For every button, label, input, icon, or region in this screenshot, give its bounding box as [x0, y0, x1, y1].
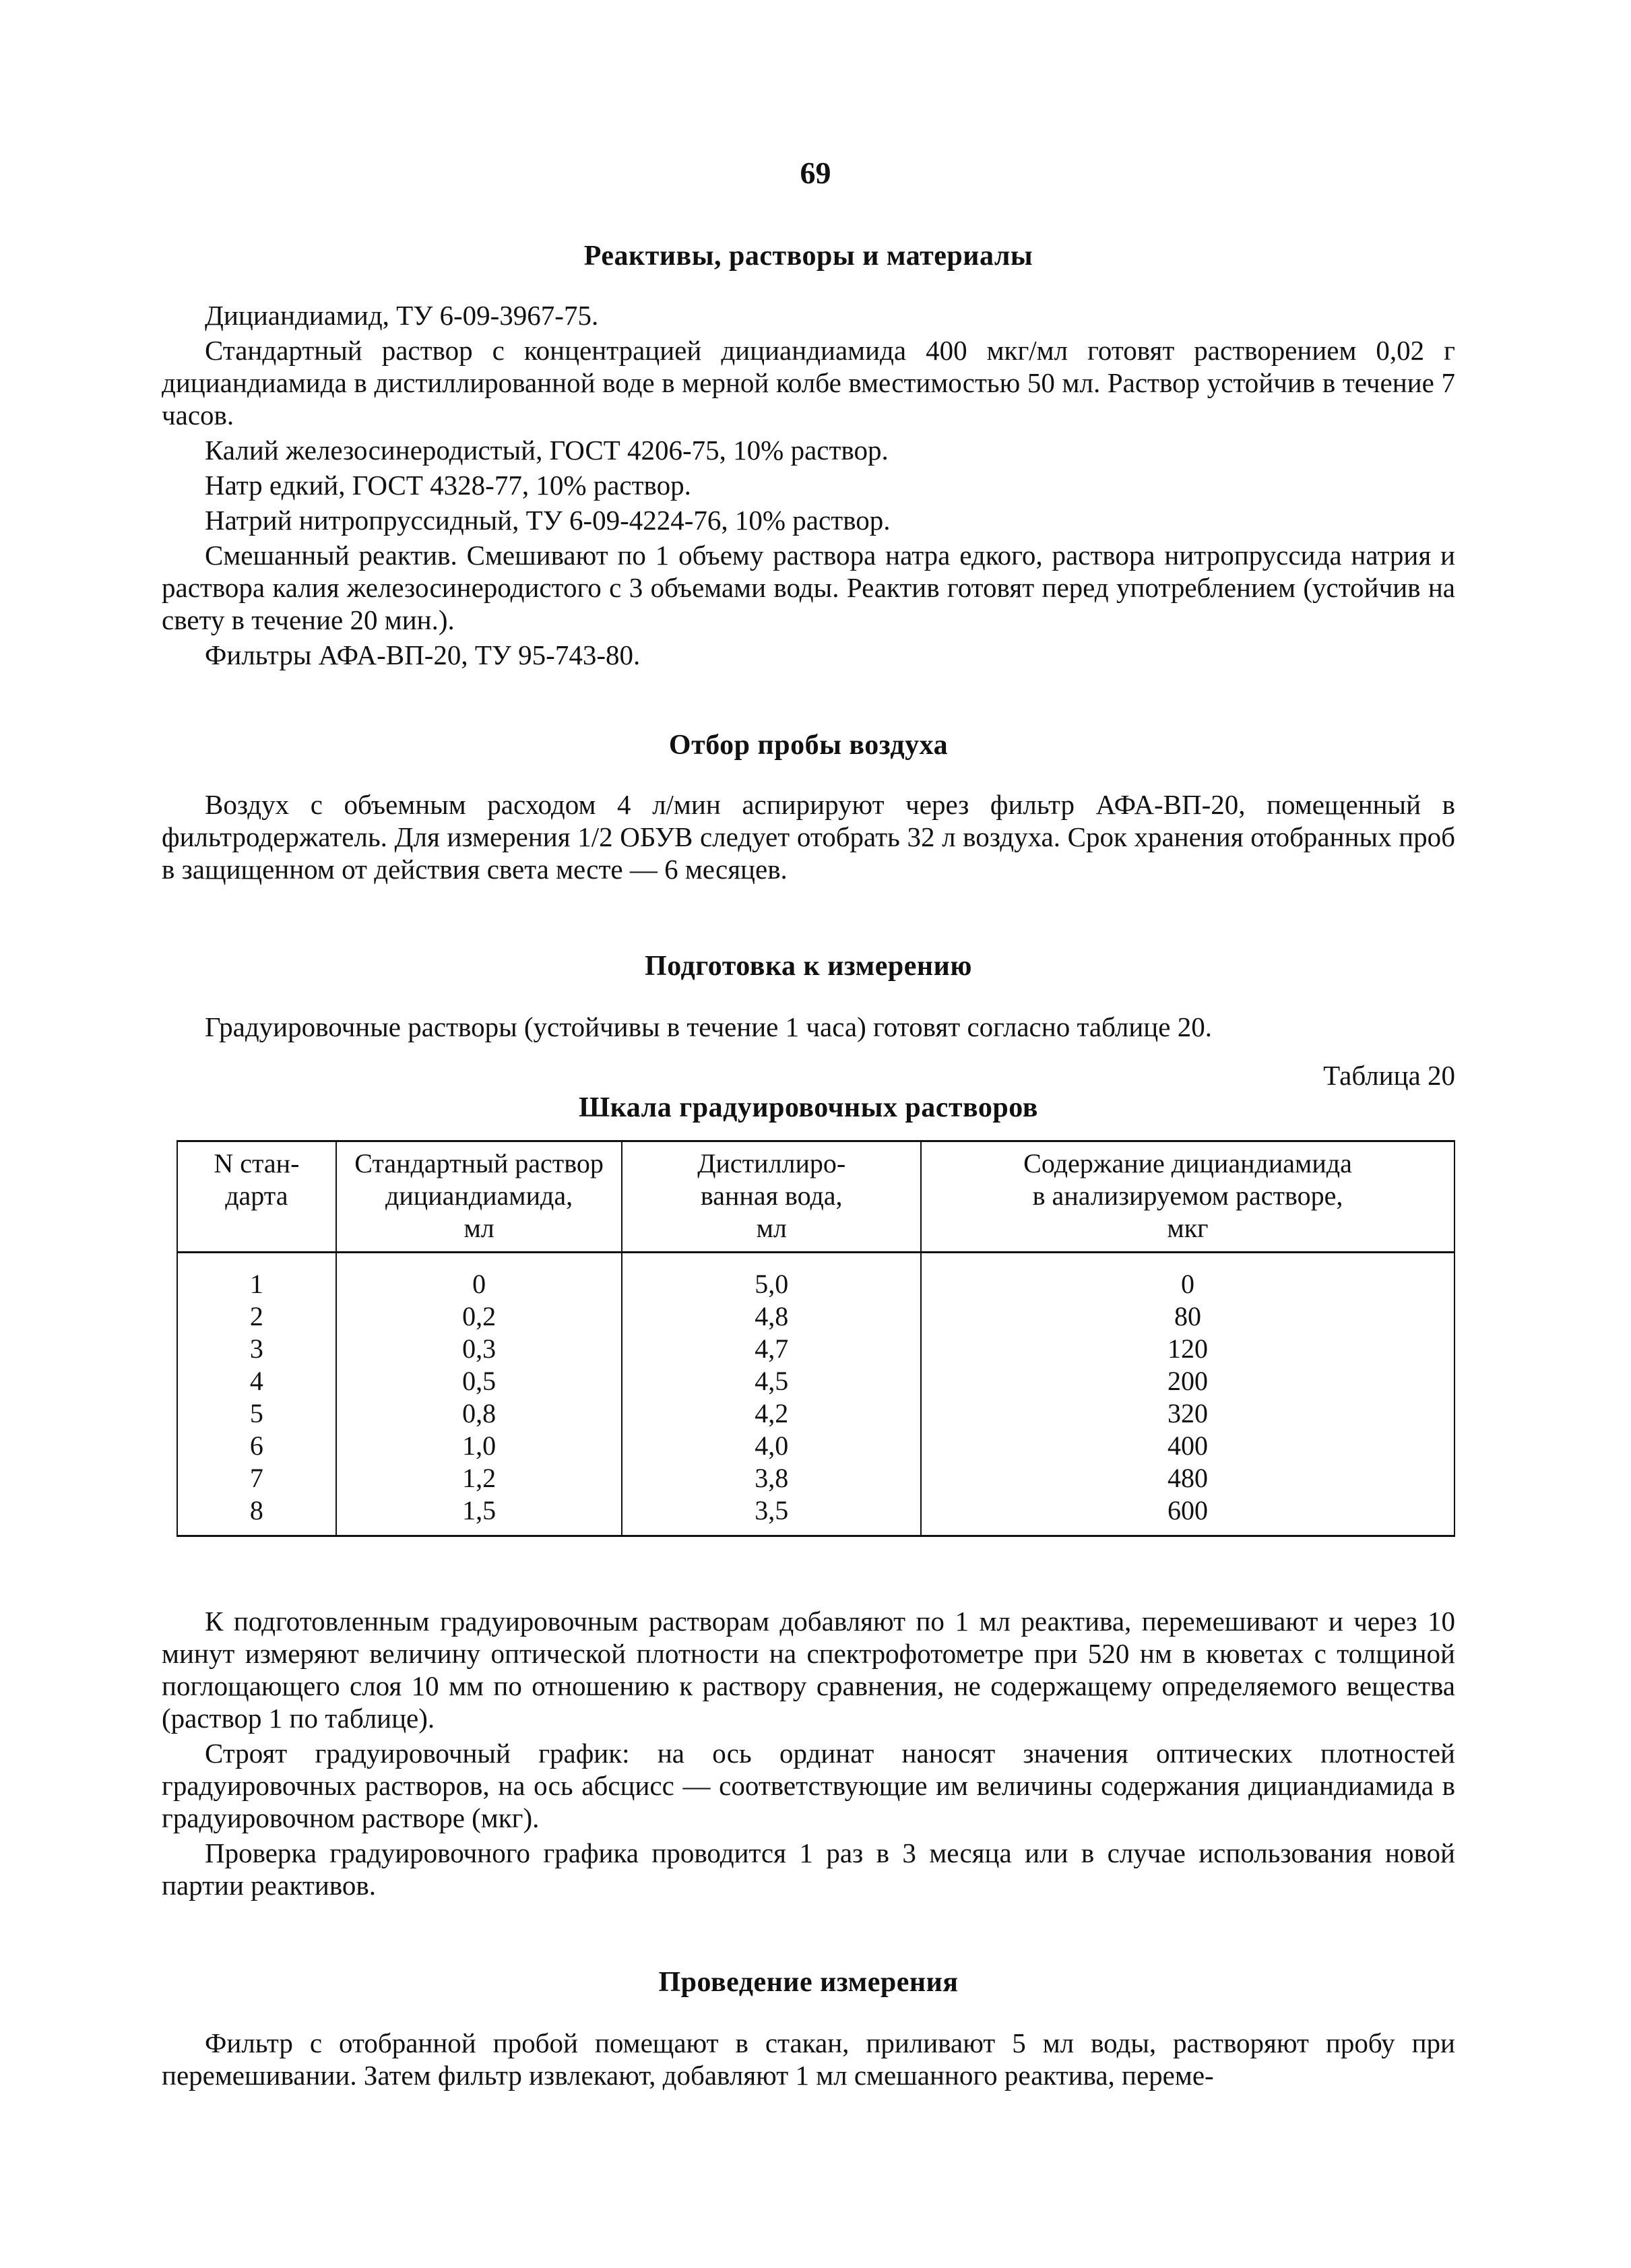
reagents-block	[162, 299, 1455, 674]
table-row	[177, 1300, 1454, 1333]
table-cell: 400	[921, 1430, 1454, 1462]
table-cell: 0,3	[336, 1333, 622, 1365]
reagent-paragraph: Натрий нитропруссидный, ТУ 6-09-4224-76, 10% раствор.	[205, 505, 891, 536]
reagent-paragraph: Фильтры АФА-ВП-20, ТУ 95-743-80.	[205, 639, 641, 670]
table-cell: 200	[921, 1365, 1454, 1397]
measurement-paragraph: Фильтр с отобранной пробой помещают в стакан, приливают 5 мл воды, растворяют пробу при перемешивании. Затем фильтр извлекают, добавляют 1 мл смешанного реактива, переме-	[162, 2027, 1455, 2091]
col-header-distilled-water: Дистиллиро- ванная вода, мл	[622, 1141, 921, 1253]
table-cell: 1,2	[336, 1462, 622, 1494]
preparation-paragraph: Градуировочные растворы (устойчивы в течение 1 часа) готовят согласно таблице 20.	[205, 1011, 1212, 1042]
preparation-intro	[162, 1011, 1455, 1046]
reagent-paragraph: Дициандиамид, ТУ 6-09-3967-75.	[205, 300, 599, 331]
col-header-standard-number: N стан- дарта	[177, 1141, 336, 1253]
reagent-paragraph: Смешанный реактив. Смешивают по 1 объему раствора натра едкого, раствора нитропруссида натрия и раствора калия железосинеродистого с 3 объемами воды. Реактив готовят перед употреблением (устойчив на свету в течение 20 мин.).	[162, 540, 1455, 635]
sampling-block	[162, 788, 1455, 888]
table-cell: 3	[177, 1333, 336, 1365]
page-number: 69	[800, 156, 831, 190]
table-row	[177, 1365, 1454, 1397]
table-row	[177, 1430, 1454, 1462]
table-cell: 5	[177, 1397, 336, 1430]
after-table-block	[162, 1605, 1455, 1904]
table-cell: 120	[921, 1333, 1454, 1365]
sampling-paragraph: Воздух с объемным расходом 4 л/мин аспирируют через фильтр АФА-ВП-20, помещенный в фильтродержатель. Для измерения 1/2 ОБУВ следует отобрать 32 л воздуха. Срок хранения отобранных проб в защищенном от действия света месте — 6 месяцев.	[162, 789, 1455, 885]
table-cell: 3,5	[622, 1494, 921, 1536]
table-cell: 80	[921, 1300, 1454, 1333]
table-cell: 8	[177, 1494, 336, 1536]
table-cell: 0,5	[336, 1365, 622, 1397]
measurement-block	[162, 2027, 1455, 2094]
table-cell: 2	[177, 1300, 336, 1333]
table-row	[177, 1333, 1454, 1365]
table-cell: 0,2	[336, 1300, 622, 1333]
table-cell: 4,7	[622, 1333, 921, 1365]
table-cell: 7	[177, 1462, 336, 1494]
heading-measurement: Проведение измерения	[658, 1967, 959, 1998]
reagent-paragraph: Натр едкий, ГОСТ 4328-77, 10% раствор.	[205, 470, 691, 501]
table-cell: 0	[336, 1253, 622, 1301]
table-cell: 600	[921, 1494, 1454, 1536]
table-row	[177, 1462, 1454, 1494]
col-header-content: Содержание дициандиамида в анализируемом растворе, мкг	[921, 1141, 1454, 1253]
table-cell: 0	[921, 1253, 1454, 1301]
table-cell: 1	[177, 1253, 336, 1301]
table-row	[177, 1397, 1454, 1430]
table-cell: 1,0	[336, 1430, 622, 1462]
heading-reagents: Реактивы, растворы и материалы	[583, 241, 1033, 272]
table-cell: 4,0	[622, 1430, 921, 1462]
table-cell: 4,5	[622, 1365, 921, 1397]
table-row	[177, 1494, 1454, 1536]
calibration-table	[177, 1140, 1455, 1537]
table-header-row	[177, 1141, 1454, 1253]
col-header-standard-solution: Стандартный раствор дициандиамида, мл	[336, 1141, 622, 1253]
table-title: Шкала градуировочных растворов	[579, 1092, 1038, 1123]
table-cell: 4,2	[622, 1397, 921, 1430]
reagent-paragraph: Стандартный раствор с концентрацией дициандиамида 400 мкг/мл готовят растворением 0,02 г дициандиамида в дистиллированной воде в мерной колбе вместимостью 50 мл. Раствор устойчив в течение 7 часов.	[162, 335, 1455, 431]
table-label: Таблица 20	[1323, 1060, 1455, 1091]
table-row	[177, 1253, 1454, 1301]
table-cell: 5,0	[622, 1253, 921, 1301]
table-cell: 1,5	[336, 1494, 622, 1536]
procedure-paragraph: Строят градуировочный график: на ось ординат наносят значения оптических плотностей градуировочных растворов, на ось абсцисс — соответствующие им величины содержания дициандиамида в градуировочном растворе (мкг).	[162, 1738, 1455, 1833]
table-cell: 320	[921, 1397, 1454, 1430]
table-cell: 3,8	[622, 1462, 921, 1494]
reagent-paragraph: Калий железосинеродистый, ГОСТ 4206-75, 10% раствор.	[205, 435, 889, 466]
table-cell: 4	[177, 1365, 336, 1397]
procedure-paragraph: Проверка градуировочного графика проводится 1 раз в 3 месяца или в случае использования новой партии реактивов.	[162, 1837, 1455, 1901]
table-cell: 6	[177, 1430, 336, 1462]
procedure-paragraph: К подготовленным градуировочным растворам добавляют по 1 мл реактива, перемешивают и через 10 минут измеряют величину оптической плотности на спектрофотометре при 520 нм в кюветах с толщиной поглощающего слоя 10 мм по отношению к раствору сравнения, не содержащему определяемого вещества (раствор 1 по таблице).	[162, 1606, 1455, 1734]
table-cell: 4,8	[622, 1300, 921, 1333]
heading-sampling: Отбор пробы воздуха	[668, 730, 949, 761]
heading-preparation: Подготовка к измерению	[645, 951, 972, 982]
table-cell: 480	[921, 1462, 1454, 1494]
table-cell: 0,8	[336, 1397, 622, 1430]
